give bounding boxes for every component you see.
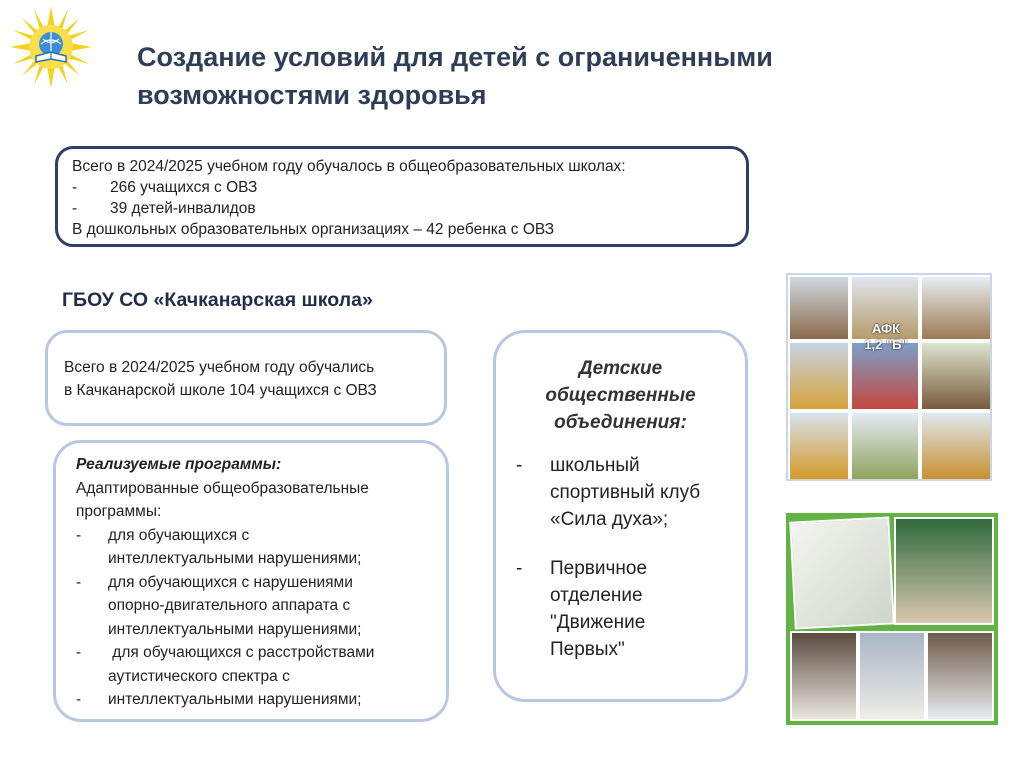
organization-item-line: Первых"	[550, 639, 625, 660]
photo-tile	[920, 275, 992, 341]
photo-tile	[894, 517, 994, 625]
organization-item-line: "Движение	[550, 612, 646, 633]
photo-tile	[788, 341, 850, 411]
organization-item-line: отделение	[550, 585, 643, 606]
page-title	[137, 38, 937, 114]
dash-marker: -	[516, 455, 523, 476]
dash-marker: -	[76, 526, 82, 544]
dash-marker: -	[72, 179, 78, 196]
program-item-line: аутистического спектра с	[108, 667, 290, 685]
page-title-line2: возможностями здоровья	[137, 80, 487, 110]
program-item-line: для обучающихся с расстройствами	[108, 644, 375, 661]
adaptive-pe-photo-collage	[786, 273, 992, 481]
statistics-item-text: 39 детей-инвалидов	[110, 200, 256, 217]
program-item	[76, 641, 426, 688]
statistics-item	[72, 177, 732, 198]
statistics-item	[72, 198, 732, 219]
organization-item-line: спортивный клуб	[550, 482, 701, 503]
program-item-line: интеллектуальными нарушениями;	[108, 550, 362, 567]
statistics-intro: Всего в 2024/2025 учебном году обучалось в общеобразовательных школах:	[72, 158, 626, 175]
collage-caption: 1,2 "Б"	[864, 337, 908, 352]
page-title-line1: Создание условий для детей с ограниченными	[137, 42, 773, 72]
organization-item-line: школьный	[550, 455, 640, 476]
programs-intro-line1: Адаптированные общеобразовательные	[76, 479, 369, 497]
program-item-line: интеллектуальными нарушениями;	[108, 620, 362, 638]
organization-item	[516, 555, 725, 663]
collage-caption: АФК	[871, 321, 901, 336]
program-item	[76, 524, 426, 571]
dash-marker: -	[76, 573, 82, 591]
dash-marker: -	[516, 558, 523, 579]
program-item-line: интеллектуальными нарушениями;	[108, 691, 362, 708]
photo-tile	[789, 516, 895, 629]
photo-tile	[858, 631, 926, 721]
program-item	[76, 571, 426, 642]
photo-tile	[788, 275, 850, 341]
statistics-item-text: 266 учащихся с ОВЗ	[110, 179, 258, 196]
organizations-heading-line: общественные	[545, 385, 696, 406]
statistics-box	[55, 146, 749, 247]
program-item-line: опорно-двигательного аппарата с	[108, 597, 351, 614]
dash-marker: -	[76, 644, 82, 661]
dash-marker: -	[76, 691, 82, 708]
program-item-line: для обучающихся с нарушениями	[108, 573, 353, 591]
photo-tile	[790, 631, 858, 721]
photo-tile	[926, 631, 994, 721]
organizations-heading	[516, 355, 725, 436]
programs-box	[53, 440, 449, 722]
enrollment-line1: Всего в 2024/2025 учебном году обучались	[64, 359, 375, 376]
organization-item-line: Первичное	[550, 558, 648, 579]
program-item	[76, 688, 426, 712]
enrollment-line2: в Качканарской школе 104 учащихся с ОВЗ	[64, 382, 377, 399]
organizations-box	[493, 330, 748, 702]
photo-tile	[920, 411, 992, 481]
photo-tile	[850, 411, 920, 481]
sun-logo-icon	[10, 6, 92, 88]
enrollment-box	[45, 330, 447, 426]
organizations-heading-line: Детские	[578, 358, 663, 379]
organizations-heading-line: объединения:	[554, 412, 687, 433]
dash-marker: -	[72, 200, 78, 217]
program-item-line: для обучающихся с	[108, 526, 250, 544]
programs-heading: Реализуемые программы:	[76, 456, 282, 473]
classroom-photo-collage	[786, 513, 998, 725]
photo-tile	[788, 411, 850, 481]
programs-intro-line2: программы:	[76, 503, 162, 520]
photo-tile	[920, 341, 992, 411]
preschool-statistics: В дошкольных образовательных организациях – 42 ребенка с ОВЗ	[72, 221, 555, 238]
organization-item-line: «Сила духа»;	[550, 509, 669, 530]
school-heading: ГБОУ СО «Качканарская школа»	[62, 289, 373, 311]
organization-item	[516, 452, 725, 533]
